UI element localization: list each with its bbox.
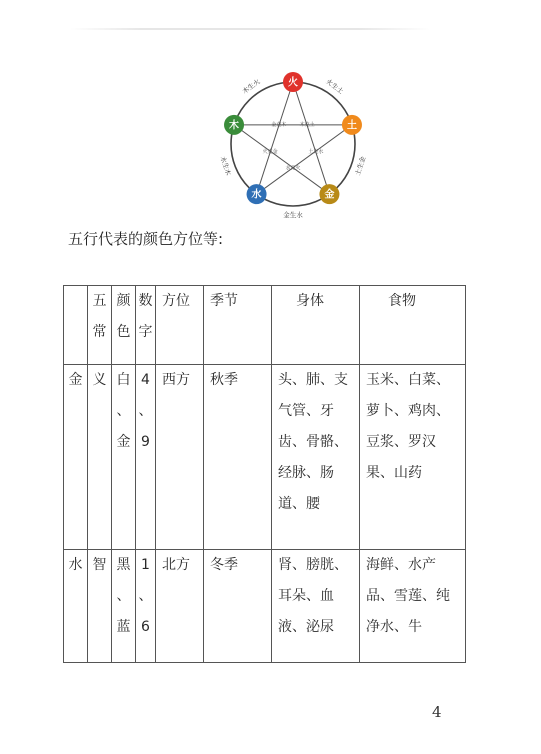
- header-season: 季节: [204, 286, 272, 365]
- row-number-part: 、: [138, 588, 153, 604]
- row-food: 海鲜、水产品、雪莲、纯净水、牛: [360, 550, 466, 663]
- row-color-part: 金: [116, 434, 131, 450]
- element-node-label: 金: [324, 189, 335, 201]
- five-elements-diagram: [205, 60, 380, 220]
- row-number: [136, 550, 156, 663]
- row-season: 秋季: [204, 365, 272, 550]
- generating-label: 水生木: [218, 155, 233, 177]
- controlling-line: [257, 125, 352, 194]
- row-food: 玉米、白菜、萝卜、鸡肉、豆浆、罗汉果、山药: [360, 365, 466, 550]
- header-number: [136, 286, 156, 365]
- page-number: 4: [432, 703, 442, 721]
- header-food: 食物: [360, 286, 466, 365]
- row-color-part: 蓝: [116, 619, 131, 635]
- header-color: [112, 286, 136, 365]
- page-top-edge: [70, 28, 430, 30]
- controlling-label: 水克火: [285, 165, 301, 172]
- row-number-part: 、: [138, 403, 153, 419]
- controlling-label: 火克金: [262, 148, 278, 155]
- element-node-label: 火: [288, 77, 298, 89]
- header-body: 身体: [272, 286, 360, 365]
- controlling-line: [293, 82, 329, 194]
- row-direction: 北方: [156, 550, 204, 663]
- row-number-part: 9: [141, 434, 150, 450]
- table-row: [64, 550, 466, 663]
- header-virtue-1: 五: [92, 293, 107, 309]
- row-number-part: 1: [141, 557, 150, 573]
- row-number-part: 6: [141, 619, 150, 635]
- row-color-part: 黑: [116, 557, 131, 573]
- element-node-label: 水: [251, 189, 262, 201]
- row-number-part: 4: [141, 372, 150, 388]
- header-virtue: [88, 286, 112, 365]
- generating-label: 木生火: [241, 77, 262, 96]
- row-number: [136, 365, 156, 550]
- header-number-1: 数: [138, 293, 153, 309]
- header-color-2: 色: [116, 324, 131, 340]
- row-color-part: 、: [116, 403, 131, 419]
- element-node-label: 土: [346, 120, 357, 132]
- header-number-2: 字: [138, 324, 153, 340]
- controlling-label: 金克木: [271, 122, 287, 129]
- row-virtue: 智: [88, 550, 112, 663]
- table-header-row: [64, 286, 466, 365]
- row-season: 冬季: [204, 550, 272, 663]
- controlling-line: [234, 125, 329, 194]
- intro-text: 五行代表的颜色方位等:: [68, 230, 224, 248]
- generating-label: 土生金: [353, 155, 368, 177]
- generating-label: 金生水: [283, 211, 303, 219]
- header-color-1: 颜: [116, 293, 131, 309]
- controlling-line: [257, 82, 293, 194]
- table-row: [64, 365, 466, 550]
- header-virtue-2: 常: [92, 324, 107, 340]
- row-body: 肾、膀胱、耳朵、血液、泌尿: [272, 550, 360, 663]
- row-direction: 西方: [156, 365, 204, 550]
- controlling-label: 土克水: [308, 148, 324, 155]
- row-color-part: 白: [116, 372, 131, 388]
- five-elements-table: [63, 285, 466, 663]
- header-element: [64, 286, 88, 365]
- row-element: 金: [64, 365, 88, 550]
- generating-label: 火生土: [324, 77, 345, 96]
- element-node-label: 木: [229, 120, 240, 132]
- row-color: [112, 365, 136, 550]
- row-element: 水: [64, 550, 88, 663]
- row-body: 头、肺、支气管、牙齿、骨骼、经脉、肠道、腰: [272, 365, 360, 550]
- row-virtue: 义: [88, 365, 112, 550]
- row-color: [112, 550, 136, 663]
- header-direction: 方位: [156, 286, 204, 365]
- row-color-part: 、: [116, 588, 131, 604]
- controlling-label: 木克土: [299, 122, 315, 129]
